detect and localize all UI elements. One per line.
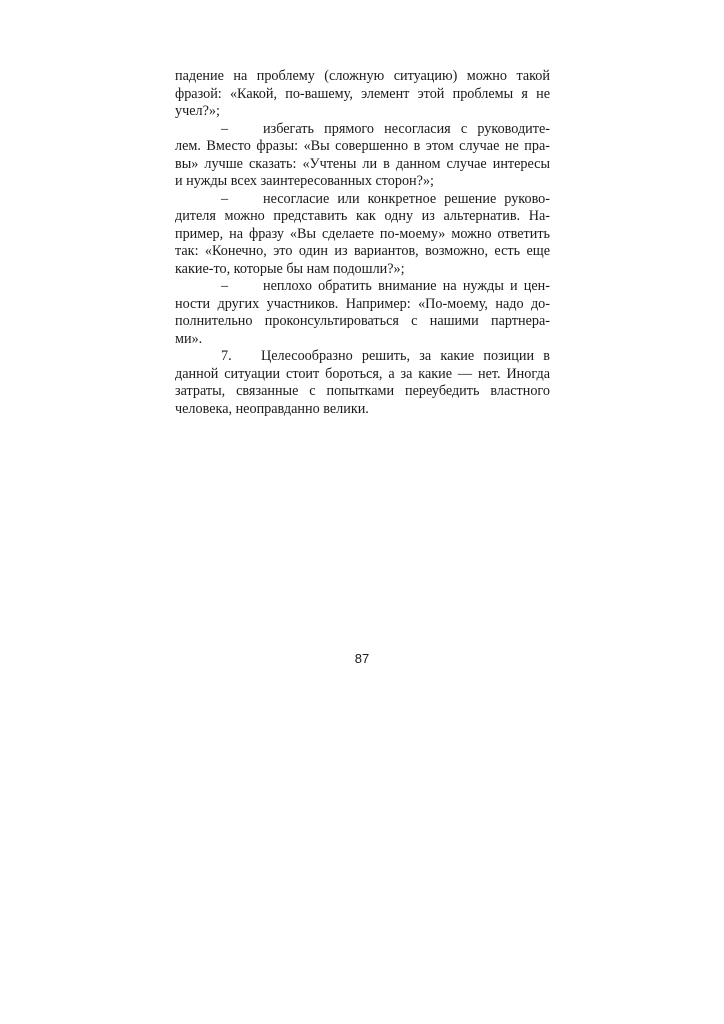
text-fragment: избегать прямого несогласия с руководите- xyxy=(263,120,550,137)
text-line: затраты, связанные с попытками переубедить властного xyxy=(175,383,550,399)
text-line: и нужды всех заинтересованных сторон?»; xyxy=(175,173,434,189)
text-line: вы» лучше сказать: «Учтены ли в данном случае интересы xyxy=(175,155,550,172)
text-line: пример, на фразу «Вы сделаете по-моему» можно ответить xyxy=(175,225,550,242)
list-item-line xyxy=(175,278,550,296)
text-line: данной ситуации стоит бороться, а за какие — нет. Иногда xyxy=(175,365,550,382)
text-line: ми». xyxy=(175,330,203,347)
text-fragment: неплохо обратить внимание на нужды и цен- xyxy=(263,278,550,294)
list-item-line xyxy=(175,121,550,139)
text-line: полнительно проконсультироваться с нашими партнера- xyxy=(175,313,550,329)
text-line: человека, неоправданно велики. xyxy=(175,400,369,417)
text-line: лем. Вместо фразы: «Вы совершенно в этом случае не пра- xyxy=(175,138,550,154)
text-line: фразой: «Какой, по-вашему, элемент этой проблемы я не xyxy=(175,85,550,102)
text-line: падение на проблему (сложную ситуацию) можно такой xyxy=(175,68,550,84)
numbered-item-line xyxy=(175,348,550,366)
text-line: учел?»; xyxy=(175,103,220,119)
list-dash: – xyxy=(221,190,229,207)
text-fragment: Целесообразно решить, за какие позиции в xyxy=(261,348,550,364)
list-item-line xyxy=(175,191,550,209)
list-dash: – xyxy=(221,120,229,137)
page-number: 87 xyxy=(354,651,370,666)
text-fragment: несогласие или конкретное решение руково- xyxy=(263,190,550,207)
text-line: так: «Конечно, это один из вариантов, возможно, есть еще xyxy=(175,243,550,259)
text-line: ности других участников. Например: «По-моему, надо до- xyxy=(175,295,550,312)
list-dash: – xyxy=(221,278,229,294)
text-line: какие-то, которые бы нам подошли?»; xyxy=(175,260,405,277)
text-line: дителя можно представить как одну из альтернатив. На- xyxy=(175,208,550,224)
body-text xyxy=(175,68,550,418)
item-number: 7. xyxy=(221,348,232,364)
